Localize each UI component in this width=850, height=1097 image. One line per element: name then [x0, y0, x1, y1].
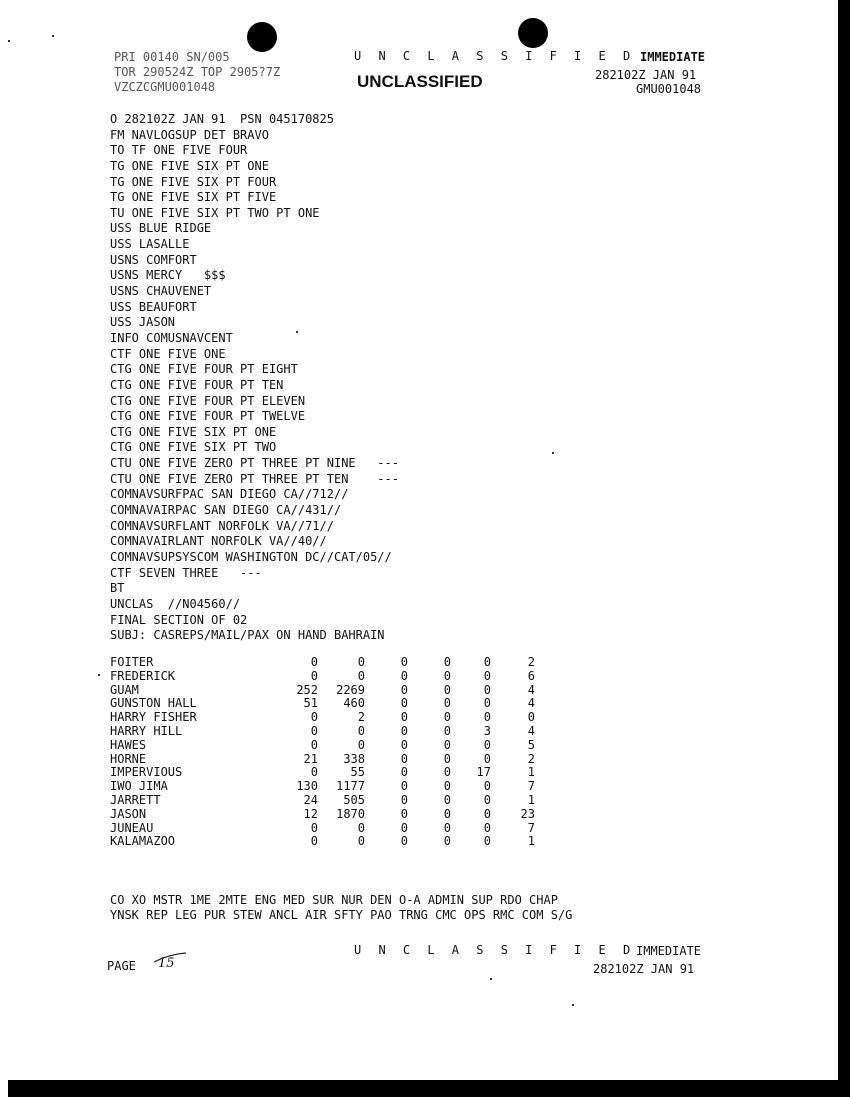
table-cell: 0 — [443, 806, 451, 821]
table-cell: 0 — [483, 820, 491, 835]
message-line: USNS CHAUVENET — [110, 284, 212, 299]
table-cell: 0 — [400, 792, 408, 807]
table-row — [110, 684, 535, 698]
ship-name: KALAMAZOO — [110, 834, 176, 849]
message-line: COMNAVSURFLANT NORFOLK VA//71// — [110, 518, 334, 533]
table-cell: 0 — [443, 723, 451, 738]
message-line: COMNAVSUPSYSCOM WASHINGTON DC//CAT/05// — [110, 549, 392, 564]
table-cell: 0 — [443, 779, 451, 794]
table-cell: 0 — [483, 696, 491, 711]
header-message-id: GMU001048 — [636, 82, 702, 96]
table-cell: 7 — [527, 779, 535, 794]
message-line: TG ONE FIVE SIX PT FOUR — [110, 174, 277, 189]
scan-speck — [490, 978, 492, 980]
footer-precedence: IMMEDIATE — [636, 944, 702, 958]
message-line: CTG ONE FIVE SIX PT TWO — [110, 440, 277, 455]
table-cell: 55 — [350, 765, 365, 780]
table-cell: 0 — [400, 820, 408, 835]
ship-name: JASON — [110, 806, 147, 821]
message-line: CTG ONE FIVE FOUR PT TWELVE — [110, 409, 306, 424]
table-cell: 0 — [483, 710, 491, 725]
message-line: COMNAVSURFPAC SAN DIEGO CA//712// — [110, 487, 349, 502]
distribution-line: CO XO MSTR 1ME 2MTE ENG MED SUR NUR DEN O-A ADMIN SUP RDO CHAP — [110, 893, 558, 907]
table-cell: 2269 — [336, 682, 365, 697]
table-cell: 0 — [483, 806, 491, 821]
table-cell: 0 — [310, 820, 318, 835]
message-line: USS BEAUFORT — [110, 299, 197, 314]
table-cell: 1 — [527, 765, 535, 780]
ship-name: HARRY FISHER — [110, 710, 197, 725]
table-cell: 0 — [310, 834, 318, 849]
table-cell: 0 — [400, 751, 408, 766]
table-cell: 460 — [343, 696, 365, 711]
table-cell: 338 — [343, 751, 365, 766]
ship-name: FOITER — [110, 655, 154, 669]
table-row — [110, 739, 535, 753]
table-row — [110, 780, 535, 794]
table-cell: 505 — [343, 792, 365, 807]
distribution-lines — [110, 893, 572, 923]
message-line: COMNAVAIRPAC SAN DIEGO CA//431// — [110, 503, 342, 518]
message-line: USNS COMFORT — [110, 252, 197, 267]
message-line: SUBJ: CASREPS/MAIL/PAX ON HAND BAHRAIN — [110, 628, 385, 643]
table-cell: 3 — [483, 723, 491, 738]
table-cell: 0 — [357, 668, 365, 683]
table-row — [110, 766, 535, 780]
scan-speck — [552, 452, 554, 454]
table-cell: 0 — [483, 655, 491, 669]
message-line: COMNAVAIRLANT NORFOLK VA//40// — [110, 534, 327, 549]
ship-name: HARRY HILL — [110, 723, 183, 738]
table-cell: 0 — [483, 737, 491, 752]
message-line: FM NAVLOGSUP DET BRAVO — [110, 127, 269, 142]
message-line: O 282102Z JAN 91 PSN 045170825 — [110, 112, 334, 126]
table-row — [110, 697, 535, 711]
ship-name: GUAM — [110, 682, 139, 697]
ship-name: JARRETT — [110, 792, 161, 807]
page-number: 15 — [158, 956, 175, 971]
punch-hole-right — [518, 18, 548, 48]
table-cell: 0 — [443, 820, 451, 835]
table-cell: 0 — [483, 682, 491, 697]
scan-speck — [8, 40, 10, 42]
table-cell: 0 — [310, 668, 318, 683]
table-row — [110, 725, 535, 739]
table-cell: 0 — [443, 668, 451, 683]
message-line: INFO COMUSNAVCENT — [110, 330, 233, 345]
table-cell: 0 — [310, 737, 318, 752]
ship-name: GUNSTON HALL — [110, 696, 197, 711]
message-line: USS BLUE RIDGE — [110, 221, 212, 236]
table-cell: 0 — [527, 710, 535, 725]
table-cell: 0 — [443, 751, 451, 766]
scan-bottom-edge — [8, 1080, 850, 1097]
message-line: TU ONE FIVE SIX PT TWO PT ONE — [110, 205, 320, 220]
table-cell: 0 — [443, 655, 451, 669]
message-line: USNS MERCY $$$ — [110, 268, 226, 283]
table-cell: 0 — [357, 723, 365, 738]
message-line: TO TF ONE FIVE FOUR — [110, 143, 248, 158]
table-cell: 0 — [400, 682, 408, 697]
scan-speck — [572, 1004, 574, 1006]
message-line: CTG ONE FIVE FOUR PT TEN — [110, 377, 284, 392]
table-cell: 1 — [527, 792, 535, 807]
table-cell: 0 — [483, 779, 491, 794]
table-cell: 0 — [357, 737, 365, 752]
header-precedence: IMMEDIATE — [640, 50, 706, 64]
message-line: FINAL SECTION OF 02 — [110, 612, 248, 627]
table-cell: 0 — [483, 792, 491, 807]
page-number-underline-stroke — [152, 952, 188, 964]
header-routing-line: VZCZCGMU001048 — [114, 80, 216, 94]
message-line: CTF ONE FIVE ONE — [110, 346, 226, 361]
table-row — [110, 808, 535, 822]
header-classification-spaced: U N C L A S S I F I E D — [354, 49, 636, 63]
table-cell: 0 — [443, 765, 451, 780]
table-cell: 1 — [527, 834, 535, 849]
header-classification-bold: UNCLASSIFIED — [357, 72, 483, 91]
table-cell: 0 — [400, 655, 408, 669]
header-dtg: 282102Z JAN 91 — [595, 68, 697, 82]
table-cell: 252 — [296, 682, 318, 697]
table-cell: 4 — [527, 723, 535, 738]
distribution-line: YNSK REP LEG PUR STEW ANCL AIR SFTY PAO TRNG CMC OPS RMC COM S/G — [110, 908, 573, 922]
table-cell: 0 — [310, 723, 318, 738]
table-cell: 0 — [357, 820, 365, 835]
message-line: TG ONE FIVE SIX PT FIVE — [110, 190, 277, 205]
table-cell: 130 — [296, 779, 318, 794]
scan-edge — [838, 0, 850, 1097]
message-line: UNCLAS //N04560// — [110, 596, 241, 611]
table-cell: 0 — [357, 834, 365, 849]
scan-speck — [296, 331, 298, 333]
ship-name: JUNEAU — [110, 820, 154, 835]
table-row — [110, 794, 535, 808]
table-cell: 0 — [483, 668, 491, 683]
table-cell: 24 — [303, 792, 318, 807]
table-cell: 0 — [400, 806, 408, 821]
table-cell: 0 — [310, 655, 318, 669]
table-cell: 2 — [527, 751, 535, 766]
message-line: CTU ONE FIVE ZERO PT THREE PT TEN --- — [110, 471, 399, 486]
table-cell: 0 — [400, 723, 408, 738]
table-row — [110, 670, 535, 684]
message-line: CTG ONE FIVE FOUR PT ELEVEN — [110, 393, 306, 408]
table-cell: 0 — [443, 710, 451, 725]
scan-speck — [98, 674, 100, 676]
table-cell: 12 — [303, 806, 318, 821]
table-cell: 6 — [527, 668, 535, 683]
table-cell: 0 — [310, 765, 318, 780]
footer-classification: U N C L A S S I F I E D — [354, 943, 636, 957]
table-cell: 23 — [520, 806, 535, 821]
table-cell: 0 — [400, 834, 408, 849]
table-cell: 0 — [400, 765, 408, 780]
table-cell: 0 — [400, 710, 408, 725]
table-row — [110, 753, 535, 767]
table-cell: 5 — [527, 737, 535, 752]
table-cell: 0 — [400, 779, 408, 794]
table-cell: 4 — [527, 682, 535, 697]
table-cell: 0 — [443, 792, 451, 807]
message-body — [110, 112, 399, 644]
ship-name: HORNE — [110, 751, 147, 766]
message-line: TG ONE FIVE SIX PT ONE — [110, 158, 269, 173]
table-cell: 0 — [400, 696, 408, 711]
message-line: CTF SEVEN THREE --- — [110, 565, 262, 580]
table-cell: 0 — [400, 668, 408, 683]
footer-dtg: 282102Z JAN 91 — [593, 962, 695, 976]
table-cell: 0 — [357, 655, 365, 669]
message-line: CTG ONE FIVE FOUR PT EIGHT — [110, 362, 298, 377]
table-cell: 0 — [443, 696, 451, 711]
header-priority-line: PRI 00140 SN/005 — [114, 50, 230, 64]
table-cell: 0 — [483, 834, 491, 849]
message-line: CTG ONE FIVE SIX PT ONE — [110, 424, 277, 439]
table-cell: 0 — [443, 682, 451, 697]
table-cell: 1177 — [336, 779, 365, 794]
ship-name: HAWES — [110, 737, 147, 752]
table-row — [110, 822, 535, 836]
message-line: USS JASON — [110, 315, 176, 330]
table-cell: 2 — [357, 710, 365, 725]
page-label: PAGE — [107, 959, 136, 973]
table-cell: 51 — [303, 696, 318, 711]
table-row — [110, 711, 535, 725]
table-cell: 0 — [443, 834, 451, 849]
punch-hole-left — [247, 22, 277, 52]
table-cell: 0 — [310, 710, 318, 725]
table-cell: 7 — [527, 820, 535, 835]
ship-name: IMPERVIOUS — [110, 765, 183, 780]
scan-speck — [52, 35, 54, 37]
header-tor-line: TOR 290524Z TOP 2905?7Z — [114, 65, 281, 79]
table-cell: 0 — [400, 737, 408, 752]
table-cell: 17 — [476, 765, 491, 780]
ship-name: FREDERICK — [110, 668, 176, 683]
message-line: USS LASALLE — [110, 237, 190, 252]
message-line: CTU ONE FIVE ZERO PT THREE PT NINE --- — [110, 456, 399, 471]
table-cell: 0 — [483, 751, 491, 766]
message-line: BT — [110, 581, 125, 596]
ship-status-table — [110, 656, 535, 849]
table-cell: 1870 — [336, 806, 365, 821]
table-row — [110, 656, 535, 670]
table-cell: 2 — [527, 655, 535, 669]
table-row — [110, 835, 535, 849]
table-cell: 21 — [303, 751, 318, 766]
ship-name: IWO JIMA — [110, 779, 168, 794]
table-cell: 0 — [443, 737, 451, 752]
table-cell: 4 — [527, 696, 535, 711]
